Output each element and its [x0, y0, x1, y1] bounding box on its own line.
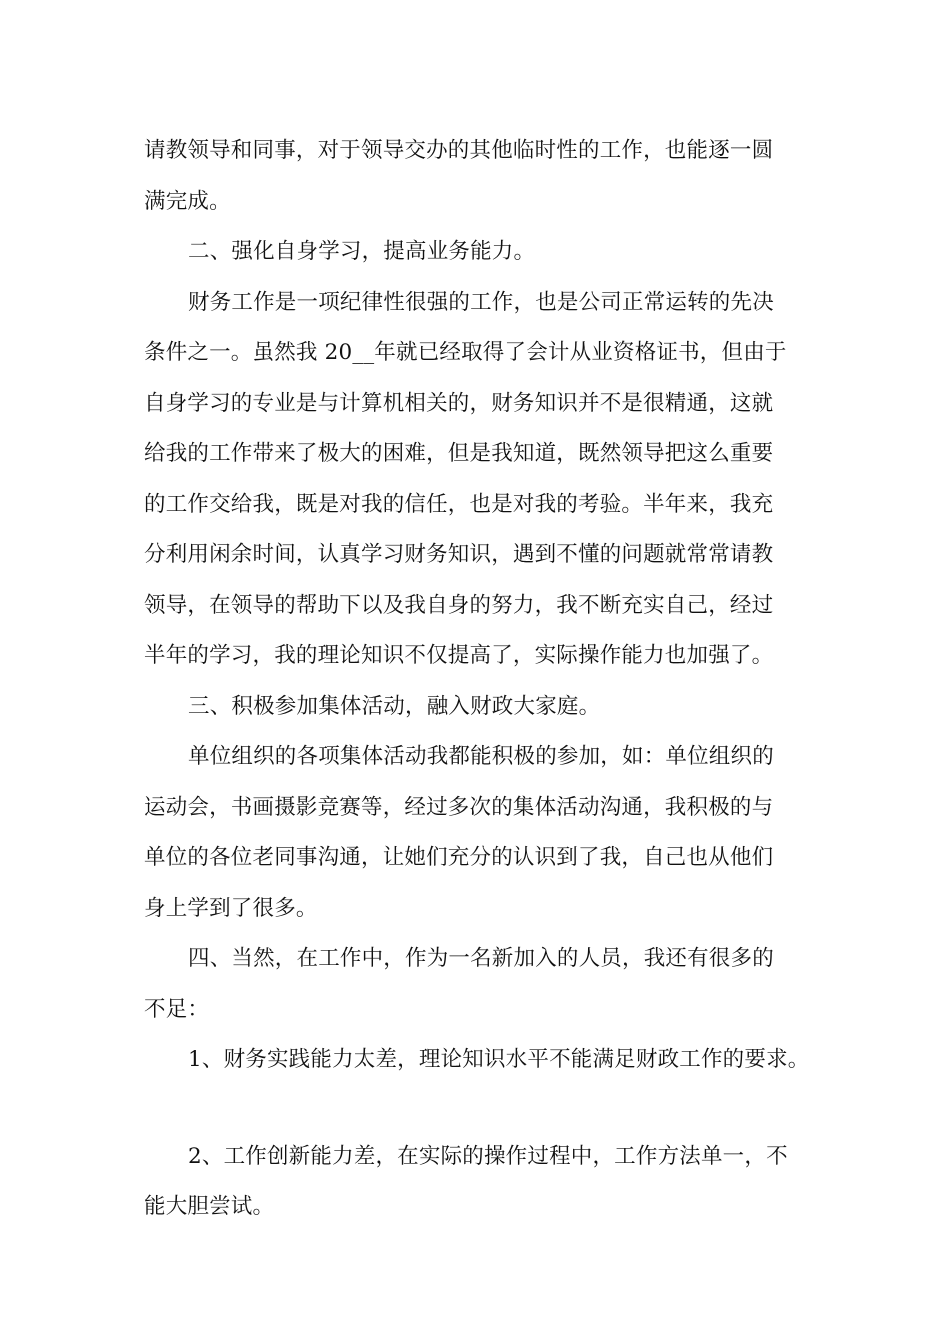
text-line: 自身学习的专业是与计算机相关的，财务知识并不是很精通，这就	[144, 390, 774, 416]
text-line: 的工作交给我，既是对我的信任，也是对我的考验。半年来，我充	[144, 491, 774, 517]
list-item: 1、财务实践能力太差，理论知识水平不能满足财政工作的要求。	[188, 1047, 810, 1072]
section-heading: 二、强化自身学习，提高业务能力。	[188, 239, 536, 264]
text-line: 给我的工作带来了极大的困难，但是我知道，既然领导把这么重要	[144, 441, 774, 466]
text-line: 分利用闲余时间，认真学习财务知识，遇到不懂的问题就常常请教	[144, 542, 774, 567]
text-line: 财务工作是一项纪律性很强的工作，也是公司正常运转的先决	[188, 289, 774, 315]
text-line: 半年的学习，我的理论知识不仅提高了，实际操作能力也加强了。	[144, 643, 774, 668]
text-line: 身上学到了很多。	[144, 895, 318, 921]
spacer	[144, 1086, 816, 1132]
section-heading: 三、积极参加集体活动，融入财政大家庭。	[188, 693, 601, 719]
text-line: 满完成。	[144, 188, 231, 214]
text-line: 单位的各位老同事沟通，让她们充分的认识到了我，自己也从他们	[144, 845, 774, 870]
document-page	[144, 126, 816, 1233]
text-line: 请教领导和同事，对于领导交办的其他临时性的工作，也能逐一圆	[144, 138, 774, 163]
text-line: 领导，在领导的帮助下以及我自身的努力，我不断充实自己，经过	[144, 592, 774, 618]
text-line: 能大胆尝试。	[144, 1194, 275, 1219]
section-heading: 四、当然，在工作中，作为一名新加入的人员，我还有很多的	[188, 946, 774, 971]
text-line: 单位组织的各项集体活动我都能积极的参加，如：单位组织的	[188, 744, 774, 769]
list-item: 2、工作创新能力差，在实际的操作过程中，工作方法单一，不	[188, 1143, 788, 1169]
text-line: 不足：	[144, 996, 210, 1022]
text-line: 条件之一。虽然我 20__年就已经取得了会计从业资格证书，但由于	[144, 340, 787, 365]
text-line: 运动会，书画摄影竞赛等，经过多次的集体活动沟通，我积极的与	[144, 794, 774, 820]
